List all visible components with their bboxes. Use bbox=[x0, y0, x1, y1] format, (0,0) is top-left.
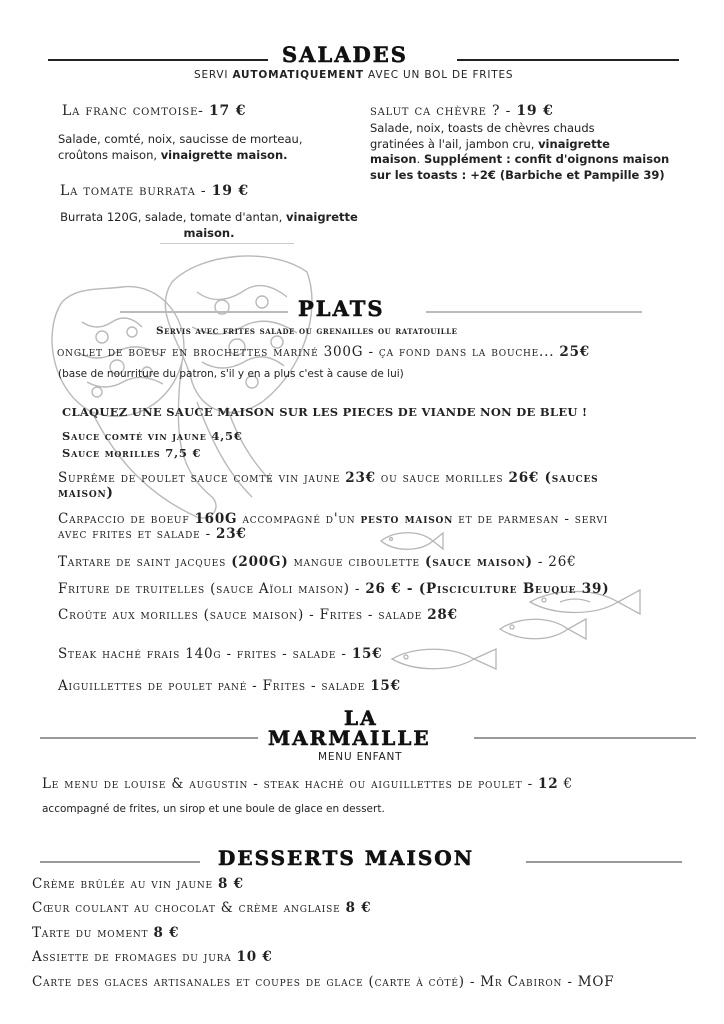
plat-friture: Friture de truitelles (sauce Aïoli maison) - 26 € - (Pisciculture Beuque 39) bbox=[58, 581, 610, 597]
plats-title: PLATS bbox=[298, 296, 385, 321]
marmaille-title-line2: MARMAILLE bbox=[268, 726, 431, 750]
marmaille-note: accompagné de frites, un sirop et une boule de glace en dessert. bbox=[42, 803, 385, 815]
dessert-creme-brulee: Crème brûlée au vin jaune 8 € bbox=[32, 876, 244, 892]
plats-rule-right bbox=[426, 311, 642, 313]
salades-title: SALADES bbox=[282, 42, 408, 67]
marmaille-title-line1: LA bbox=[344, 706, 378, 730]
salade-salut-ca-chevre-desc: Salade, noix, toasts de chèvres chauds gratinées à l'ail, jambon cru, vinaigrette maison. Supplément : confit d'oignons maison sur les toasts : +2€ (Barbiche et Pampille 39) bbox=[370, 121, 670, 182]
plat-onglet-note: (base de nourriture du patron, s'il y en a plus c'est à cause de lui) bbox=[58, 368, 404, 380]
marmaille-rule-right bbox=[474, 737, 696, 739]
desserts-rule-right bbox=[526, 861, 682, 863]
plat-supreme: Suprême de poulet sauce comté vin jaune 23€ ou sauce morilles 26€ (sauces maison) bbox=[58, 470, 599, 501]
plat-tartare: Tartare de saint jacques (200G) mangue ciboulette (sauce maison) - 26€ bbox=[58, 554, 577, 570]
salades-rule-left bbox=[48, 59, 268, 61]
marmaille-subtitle: MENU ENFANT bbox=[318, 751, 403, 763]
salades-divider bbox=[160, 243, 294, 244]
salade-tomate-burrata-desc: Burrata 120G, salade, tomate d'antan, vinaigrette maison. bbox=[60, 210, 358, 240]
dessert-tarte: Tarte du moment 8 € bbox=[32, 925, 180, 941]
dessert-glaces: Carte des glaces artisanales et coupes de glace (carte à côté) - Mr Cabiron - MOF bbox=[32, 974, 615, 990]
plats-subtitle: Servis avec frites salade ou grenailles ou ratatouille bbox=[156, 325, 458, 337]
plats-rule-left bbox=[120, 311, 288, 313]
fish-sketch-icon bbox=[380, 642, 500, 676]
desserts-title: DESSERTS MAISON bbox=[218, 846, 474, 870]
dessert-coeur-coulant: Cœur coulant au chocolat & crème anglaise 8 € bbox=[32, 900, 372, 916]
dessert-fromages: Assiette de fromages du jura 10 € bbox=[32, 949, 273, 965]
marmaille-rule-left bbox=[40, 737, 258, 739]
salades-rule-right bbox=[457, 59, 679, 61]
salades-subtitle: SERVI AUTOMATIQUEMENT AVEC UN BOL DE FRITES bbox=[194, 69, 514, 81]
marmaille-item: Le menu de louise & augustin - steak haché ou aiguillettes de poulet - 12 € bbox=[42, 776, 573, 792]
plat-carpaccio: Carpaccio de boeuf 160G accompagné d'un pesto maison et de parmesan - servi avec frites et salade - 23€ bbox=[58, 511, 609, 542]
salade-salut-ca-chevre: salut ca chèvre ? - 19 € bbox=[370, 103, 554, 119]
fish-sketch-icon bbox=[490, 612, 590, 646]
desserts-rule-left bbox=[40, 861, 200, 863]
sauce-comte: Sauce comté vin jaune 4,5€ bbox=[62, 429, 243, 443]
salade-franc-comtoise: La franc comtoise- 17 € bbox=[62, 103, 247, 119]
plat-croute: Croûte aux morilles (sauce maison) - Frites - salade 28€ bbox=[58, 607, 458, 623]
salade-franc-comtoise-desc: Salade, comté, noix, saucisse de morteau, croûtons maison, vinaigrette maison. bbox=[58, 132, 303, 162]
plat-onglet: onglet de boeuf en brochettes mariné 300G - ça fond dans la bouche... 25€ bbox=[57, 344, 591, 360]
plat-steak: Steak haché frais 140g - frites - salade - 15€ bbox=[58, 646, 383, 662]
plat-aiguillettes: Aiguillettes de poulet pané - Frites - salade 15€ bbox=[58, 678, 401, 694]
sauce-morilles: Sauce morilles 7,5 € bbox=[62, 446, 202, 460]
sauce-banner: CLAQUEZ UNE SAUCE MAISON SUR LES PIECES DE VIANDE NON DE BLEU ! bbox=[62, 405, 588, 419]
salade-tomate-burrata: La tomate burrata - 19 € bbox=[60, 183, 249, 199]
